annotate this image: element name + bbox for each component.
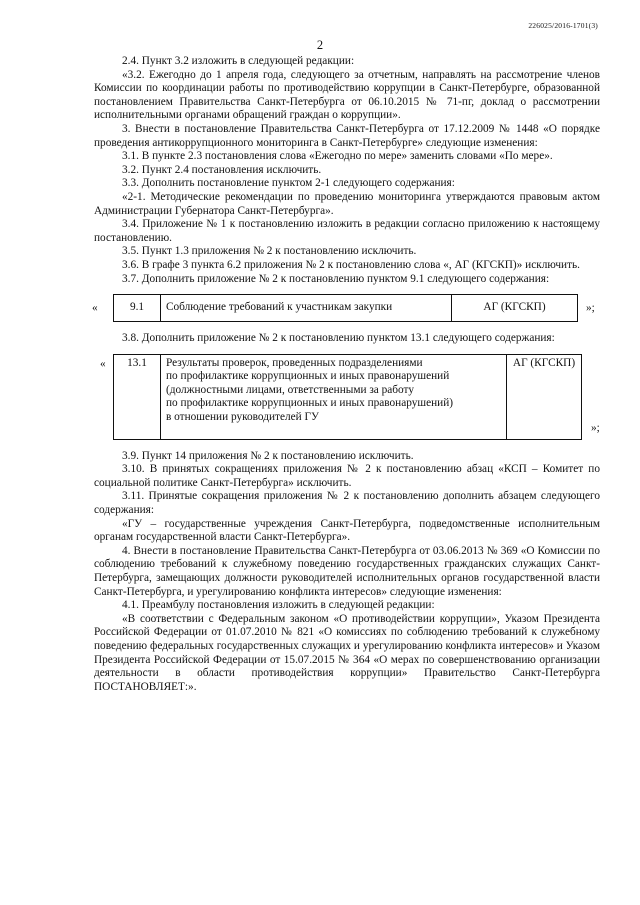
paragraph: 3.9. Пункт 14 приложения № 2 к постановлению исключить.	[122, 449, 414, 462]
table-cell-text	[161, 354, 507, 439]
insert-table-13-1	[94, 354, 600, 440]
paragraph: 3.6. В графе 3 пункта 6.2 приложения № 2 к постановлению слова «, АГ (КГСКП)» исключить.	[122, 258, 580, 271]
paragraph: 3.3. Дополнить постановление пунктом 2-1 следующего содержания:	[122, 177, 455, 190]
document-body	[94, 55, 600, 694]
table-text-line: по профилактике коррупционных и иных правонарушений	[166, 370, 450, 383]
paragraph: «3.2. Ежегодно до 1 апреля года, следующего за отчетным, направлять на рассмотрение членов Комиссии по координации работы по противодействию коррупции в Санкт-Петербурге, образованной постановлением Правительства Санкт-Петербурга от 06.10.2015 № 71-пг, доклад о рассмотрении исполнительными органами обращений граждан о коррупции».	[94, 68, 600, 122]
paragraph: 3.5. Пункт 1.3 приложения № 2 к постановлению исключить.	[122, 245, 417, 258]
table-cell-text: Соблюдение требований к участникам закупки	[161, 295, 452, 322]
paragraph: 4. Внести в постановление Правительства Санкт-Петербурга от 03.06.2013 № 369 «О Комиссии по соблюдению требований к служебному поведению государственных гражданских служащих Санкт-Петербурга, замещающих должности руководителей исполнительных органов государственной власти Санкт-Петербурга, и урегулированию конфликта интересов» следующие изменения:	[94, 544, 600, 598]
paragraph: «В соответствии с Федеральным законом «О противодействии коррупции», Указом Президента Российской Федерации от 01.07.2010 № 821 «О комиссиях по соблюдению требований к служебному поведению федеральных государственных служащих и урегулированию конфликта интересов» и Указом Президента Российской Федерации от 15.07.2015 № 364 «О мерах по совершенствованию организации деятельности в области противодействия коррупции» Правительство Санкт-Петербурга ПОСТАНОВЛЯЕТ:».	[94, 612, 600, 693]
table-text-line: Результаты проверок, проведенных подразделениями	[166, 356, 423, 369]
paragraph: 3. Внести в постановление Правительства Санкт-Петербурга от 17.12.2009 № 1448 «О порядке проведения антикоррупционного мониторинга в Санкт-Петербурге» следующие изменения:	[94, 122, 600, 149]
open-quote: «	[92, 302, 98, 315]
paragraph: 3.11. Принятые сокращения приложения № 2 к постановлению дополнить абзацем следующего содержания:	[94, 490, 600, 517]
paragraph: 4.1. Преамбулу постановления изложить в следующей редакции:	[122, 599, 435, 612]
table-cell-responsible: АГ (КГСКП)	[507, 354, 582, 439]
insert-table-9-1	[94, 294, 600, 322]
table-cell-number: 9.1	[114, 295, 161, 322]
table-row	[114, 295, 578, 322]
document-number: 226025/2016-1701(3)	[528, 21, 598, 30]
page-number: 2	[316, 38, 324, 52]
table-text-line: в отношении руководителей ГУ	[166, 411, 320, 424]
table-cell-responsible: АГ (КГСКП)	[452, 295, 578, 322]
paragraph: 3.4. Приложение № 1 к постановлению изложить в редакции согласно приложению к настоящему постановлению.	[94, 218, 600, 244]
paragraph: 3.2. Пункт 2.4 постановления исключить.	[122, 163, 322, 176]
table-row	[114, 354, 582, 439]
table-9-1	[113, 294, 578, 322]
paragraph: 3.1. В пункте 2.3 постановления слова «Ежегодно по мере» заменить словами «По мере».	[122, 150, 553, 163]
paragraph: 3.7. Дополнить приложение № 2 к постановлению пунктом 9.1 следующего содержания:	[122, 272, 550, 285]
close-quote: »;	[591, 421, 600, 434]
table-text-line: по профилактике коррупционных и иных правонарушений)	[166, 397, 453, 410]
table-cell-number: 13.1	[114, 354, 161, 439]
table-13-1	[113, 354, 582, 440]
paragraph: «2-1. Методические рекомендации по проведению мониторинга утверждаются правовым актом Администрации Губернатора Санкт-Петербурга».	[94, 190, 600, 217]
close-quote: »;	[586, 302, 595, 315]
table-text-line: (должностными лицами, ответственными за работу	[166, 383, 414, 396]
paragraph: 3.8. Дополнить приложение № 2 к постановлению пунктом 13.1 следующего содержания:	[122, 332, 555, 345]
paragraph: 2.4. Пункт 3.2 изложить в следующей редакции:	[122, 55, 355, 67]
open-quote: «	[100, 357, 106, 370]
paragraph: 3.10. В принятых сокращениях приложения № 2 к постановлению абзац «КСП – Комитет по социальной политике Санкт-Петербурга» исключить.	[94, 463, 600, 489]
paragraph: «ГУ – государственные учреждения Санкт-Петербурга, подведомственные исполнительным органам государственной власти Санкт-Петербурга».	[94, 517, 600, 544]
